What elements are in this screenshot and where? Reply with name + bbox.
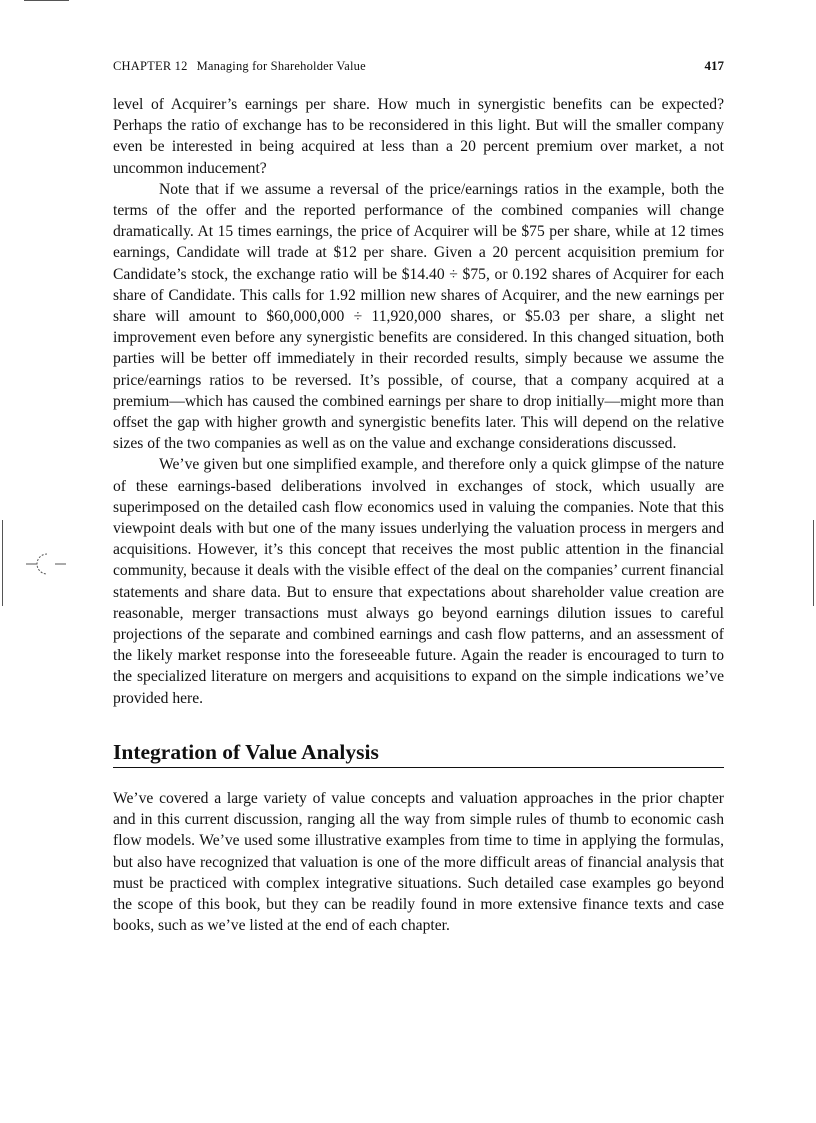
crop-mark-right xyxy=(813,520,814,606)
paragraph-reversal-example: Note that if we assume a reversal of the price/earnings ratios in the example, both the terms of the offer and the reported performance of the combined companies will change dramatically. At 15 times earnings, the price of Acquirer will be $75 per share, while at 12 times earnings, Candidate will trade at $12 per share. Given a 20 percent acquisition premium for Candidate’s stock, the exchange ratio will be $14.40 ÷ $75, or 0.192 shares of Acquirer for each share of Candidate. This calls for 1.92 million new shares of Acquirer, and the new earnings per share will amount to $60,000,000 ÷ 11,920,000 shares, or $5.03 per share, a slight net improvement even before any synergistic benefits are considered. In this changed situation, both parties will be better off immediately in their recorded results, simply because we assume the price/earnings ratios to be reversed. It’s possible, of course, that a company acquired at a premium—which has caused the combined earnings per share to drop initially—might more than offset the gap with higher growth and synergistic benefits later. This will depend on the relative sizes of the two companies as well as on the value and exchange considerations discussed. xyxy=(113,180,724,453)
section-heading: Integration of Value Analysis xyxy=(113,739,724,768)
chapter-label xyxy=(113,59,366,74)
running-header xyxy=(113,58,724,78)
page-number: 417 xyxy=(704,58,724,73)
body-text xyxy=(113,94,724,936)
paragraph-continuation: level of Acquirer’s earnings per share. How much in synergistic benefits can be expected? Perhaps the ratio of exchange has to be reconsidered in this light. But will the smaller company even be interested in being acquired at less than a 20 percent premium over market, a not uncommon inducement? xyxy=(113,96,724,177)
paragraph-integration: We’ve covered a large variety of value concepts and valuation approaches in the prior chapter and in this current discussion, ranging all the way from simple rules of thumb to economic cash flow models. We’ve used some illustrative examples from time to time in applying the formulas, but also have recognized that valuation is one of the more difficult areas of financial analysis that must be practiced with complex integrative situations. Such detailed case examples go beyond the scope of this book, but they can be readily found in more extensive finance texts and case books, such as we’ve listed at the end of each chapter. xyxy=(113,789,724,935)
crop-mark-top-left xyxy=(24,0,69,1)
book-page xyxy=(113,58,724,936)
chapter-number: CHAPTER 12 xyxy=(113,59,188,73)
paragraph-simplified-example: We’ve given but one simplified example, and therefore only a quick glimpse of the nature of these earnings-based deliberations involved in exchanges of stock, which usually are superimposed on the detailed cash flow economics used in valuing the companies. Note that this viewpoint deals with but one of the many issues underlying the valuation process in mergers and acquisitions. However, it’s this concept that receives the most public attention in the financial community, because it deals with the visible effect of the deal on the companies’ current financial statements and share data. But to ensure that expectations about shareholder value creation are reasonable, merger transactions must always go beyond earnings dilution issues to careful projections of the separate and combined earnings and cash flow patterns, and an assessment of the likely market response into the foreseeable future. Again the reader is encouraged to turn to the specialized literature on mergers and acquisitions to expand on the simple indications we’ve provided here. xyxy=(113,456,724,707)
registration-mark-icon xyxy=(24,551,68,577)
crop-mark-left xyxy=(2,520,3,606)
chapter-title: Managing for Shareholder Value xyxy=(196,59,366,73)
